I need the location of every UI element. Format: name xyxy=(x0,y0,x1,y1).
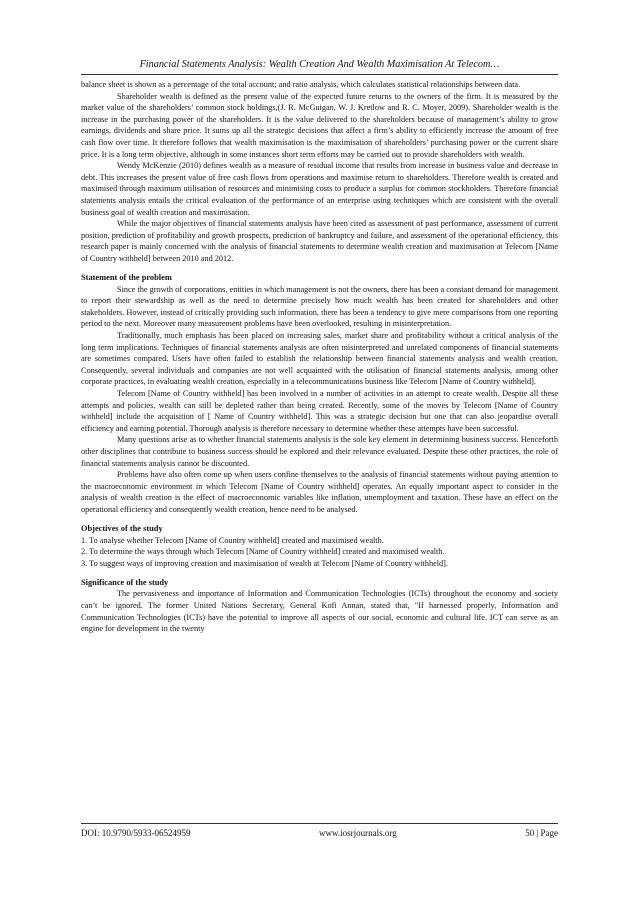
problem-paragraph: Telecom [Name of Country withheld] has been involved in a number of activities in an attempt to create wealth. Despite all these attempts and policies, wealth can still be depleted rather than being created. Recently, some of the moves by Telecom [Name of Country withheld] include the acquisition of [ Name of Country withheld]. This was a strategic decision but one that can also jeopardise overall efficiency and earning potential. Thorough analysis is therefore necessary to determine whether these attempts have been successful. xyxy=(81,388,558,433)
significance-paragraph: The pervasiveness and importance of Information and Communication Technologies (ICTs) throughout the economy and society can’t be ignored. The former United Nations Secretary, General Kofi Annan, stated that, "If harnessed properly, Information and Communication Technologies (ICTs) have the potential to improve all aspects of our social, economic and cultural life. ICT can serve as an engine for development in the twenty xyxy=(81,589,558,634)
page-footer xyxy=(81,823,558,838)
intro-paragraph-3: Wendy McKenzie (2010) defines wealth as a measure of residual income that results from increase in business value and decrease in debt. This increases the present value of free cash flows from operations and maximise return to shareholders. Therefore wealth is created and maximised through maximum utilisation of resources and minimising costs to produce a surplus for common stockholders. Therefore financial statements analysis entails the critical evaluation of the performance of an enterprise using techniques which are consistent with the overall business goal of wealth creation and maximisation. xyxy=(81,161,558,217)
problem-paragraph: Since the growth of corporations, entities in which management is not the owners, there has been a constant demand for management to report their stewardship as well as the need to determine precisely how much wealth has been created for shareholders and other stakeholders. However, instead of critically providing such information, there has been a tendency to give mere comparisons from one reporting period to the next. Moreover many measurement problems have been overlooked, resulting in misinterpretation. xyxy=(81,284,558,329)
objective-item: 1. To analyse whether Telecom [Name of Country withheld] created and maximised wealth. xyxy=(81,535,384,545)
intro-paragraph-2: Shareholder wealth is defined as the present value of the expected future returns to the owners of the firm. It is measured by the market value of the shareholders’ common stock holdings,(J. R. McGuigan, W. J. Kretlow and R. C. Moyer, 2009). Shareholder wealth is the increase in the purchasing power of the shareholders. It is the value delivered to the shareholders because of management’s ability to grow earnings, dividends and share price. It sums up all the strategic decisions that affect a firm’s ability to efficiently increase the amount of free cash flow over time. It therefore follows that wealth maximisation is the maximisation of shareholders’ purchasing power or the current share price. It is a long term objective, although in some instances short term efforts may be carried out to provide shareholders with wealth. xyxy=(81,91,558,159)
intro-paragraph-1: balance sheet is shown as a percentage of the total account; and ratio analysis, which calculates statistical relationships between data. xyxy=(81,80,521,89)
intro-paragraph-4: While the major objectives of financial statements analysis have been cited as assessment of past performance, assessment of current position, prediction of profitability and growth prospects, prediction of bankruptcy and failure, and assessment of the operational efficiency, this research paper is mainly concerned with the analysis of financial statements to determine wealth creation and maximisation at Telecom [Name of Country withheld] between 2010 and 2012. xyxy=(81,219,558,263)
footer-doi: DOI: 10.9790/5933-06524959 xyxy=(81,828,191,838)
footer-website-link[interactable]: www.iosrjournals.org xyxy=(318,828,397,838)
problem-paragraph: Traditionally, much emphasis has been placed on increasing sales, market share and profitability without a critical analysis of the long term implications. Techniques of financial statements analysis are often misinterpreted and unrelated components of financial statements are sometimes compared. Users have often failed to establish the relationship between financial statements analysis and wealth creation. Consequently, several individuals and companies are not well acquainted with the utilisation of financial statements analysis, among other corporate practices, in evaluating wealth creation, especially in a telecommunications business like Telecom [Name of Country withheld]. xyxy=(81,330,558,387)
section-heading-significance: Significance of the study xyxy=(81,577,169,587)
section-heading-problem: Statement of the problem xyxy=(81,273,172,282)
page-content xyxy=(81,58,558,635)
problem-paragraph: Many questions arise as to whether financial statements analysis is the sole key element in determining business success. Henceforth other disciplines that contribute to business success should be explored and their relevance evaluated. Despite these other practices, the role of financial statements analysis cannot be discounted. xyxy=(81,435,558,468)
section-heading-objectives: Objectives of the study xyxy=(81,523,163,533)
body-text xyxy=(81,79,558,635)
running-header: Financial Statements Analysis: Wealth Creation And Wealth Maximisation At Telecom… xyxy=(81,58,558,75)
footer-page-number: 50 | Page xyxy=(525,828,558,838)
problem-paragraph: Problems have also often come up when users confine themselves to the analysis of financial statements without paying attention to the macroeconomic environment in which Telecom [Name of Country withheld] operates. An equally important aspect to consider in the analysis of wealth creation is the effect of macroeconomic variables like inflation, unemployment and taxation. These have an effect on the operational efficiency and consequently wealth creation, hence need to be analysed. xyxy=(81,470,558,514)
objective-item: 3. To suggest ways of improving creation and maximisation of wealth at Telecom [Name of Country withheld]. xyxy=(81,558,448,568)
objective-item: 2. To determine the ways through which Telecom [Name of Country withheld] created and maximised wealth. xyxy=(81,547,445,557)
